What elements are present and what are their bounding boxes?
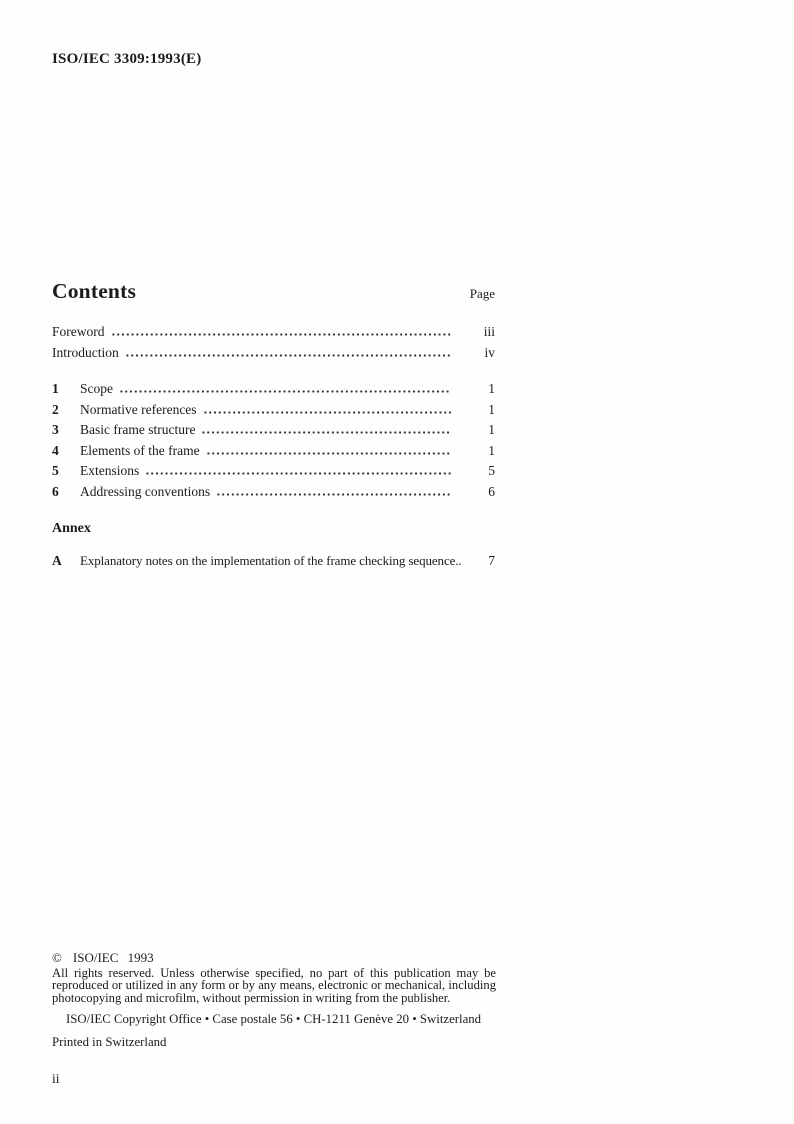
toc-entry-page: 1 (488, 422, 495, 438)
copyright-icon: © (52, 950, 62, 965)
toc-annex (52, 553, 495, 574)
dot-leader (111, 333, 452, 336)
dot-leader (119, 390, 451, 393)
dot-leader (206, 452, 451, 455)
toc-row-section-4 (52, 443, 495, 464)
toc-row-section-2 (52, 402, 495, 423)
toc-row-section-1 (52, 381, 495, 402)
toc-row-annex-a (52, 553, 495, 574)
page-number: ii (52, 1071, 60, 1086)
rights-reserved-text: All rights reserved. Unless otherwise specified, no part of this publication may be reproduced or utilized in any form or by any means, electronic or mechanical, including photocopying and microfilm, without permission in writing from the publisher. (52, 965, 496, 1005)
toc-entry-page: 7 (488, 553, 495, 568)
toc-entry-page: 1 (488, 442, 495, 458)
toc-entry-title: Introduction (52, 344, 119, 360)
toc-entry-title: Elements of the frame (80, 442, 200, 458)
toc-entry-title: Normative references (80, 401, 197, 417)
toc-entry-title: Scope (80, 381, 113, 396)
dot-leader (216, 493, 451, 496)
toc-sections (52, 381, 495, 505)
toc-row-section-5 (52, 463, 495, 484)
toc-section-number: 1 (52, 381, 59, 396)
annex-heading: Annex (52, 521, 91, 536)
toc-section-number: 3 (52, 422, 59, 438)
toc-entry-page: 6 (488, 483, 495, 499)
page-column-label: Page (469, 286, 495, 301)
toc-row-section-6 (52, 484, 495, 505)
toc-entry-title: Foreword (52, 324, 105, 339)
toc-entry-title: Basic frame structure (80, 422, 196, 438)
toc-row-section-3 (52, 422, 495, 443)
toc-entry-title: Addressing conventions (80, 483, 211, 499)
copyright-office-address: ISO/IEC Copyright Office • Case postale 56 • CH-1211 Genève 20 • Switzerland (66, 1012, 482, 1026)
toc-entry-page: 1 (488, 401, 495, 417)
toc-row-introduction (52, 345, 495, 366)
dot-leader (125, 354, 451, 357)
toc-entry-page: 5 (488, 463, 495, 479)
contents-heading-row (52, 279, 495, 304)
toc-section-number: 2 (52, 401, 59, 417)
toc-annex-letter: A (52, 553, 62, 568)
dot-leader (201, 431, 451, 434)
contents-title: Contents (52, 279, 137, 303)
toc-entry-title: Explanatory notes on the implementation of the frame checking sequence.. (80, 553, 462, 568)
toc-front-matter (52, 324, 495, 365)
toc-entry-page: iv (484, 344, 495, 360)
toc-section-number: 5 (52, 463, 59, 479)
copyright-block (52, 952, 496, 1048)
dot-leader (145, 472, 451, 475)
toc-section-number: 6 (52, 483, 59, 499)
toc-entry-page: iii (483, 324, 495, 339)
dot-leader (203, 411, 451, 414)
document-header: ISO/IEC 3309:1993(E) (52, 51, 202, 67)
copyright-text: ISO/IEC 1993 (72, 950, 154, 965)
printed-in-line: Printed in Switzerland (52, 1034, 167, 1049)
toc-row-foreword (52, 324, 495, 345)
toc-entry-page: 1 (488, 381, 495, 396)
toc-entry-title: Extensions (80, 463, 140, 479)
copyright-line (52, 952, 496, 965)
toc-section-number: 4 (52, 442, 59, 458)
